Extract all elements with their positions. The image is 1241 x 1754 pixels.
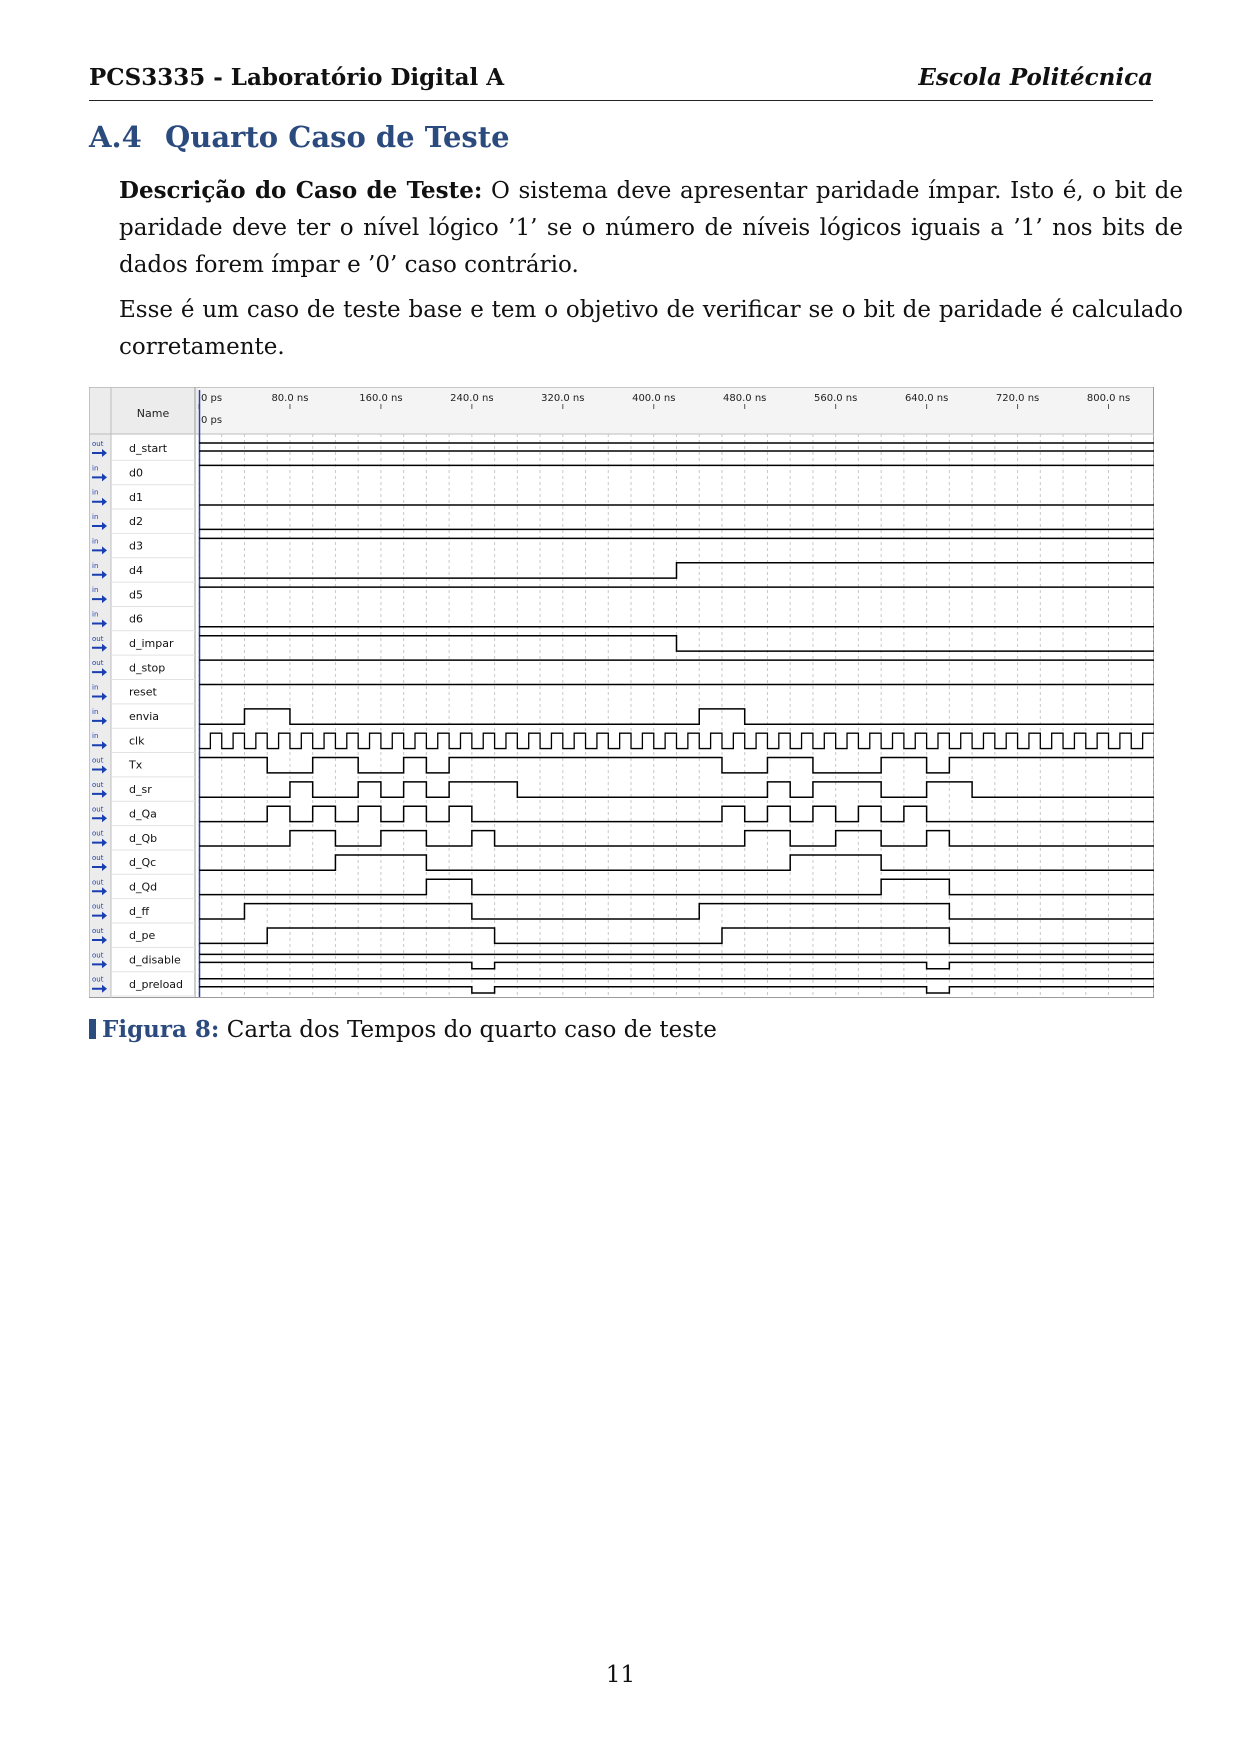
tick-label: 560.0 ns <box>813 393 858 404</box>
tick-label: 320.0 ns <box>541 393 585 404</box>
signal-name: reset <box>129 685 157 699</box>
svg-text:in: in <box>92 586 99 595</box>
svg-text:out: out <box>92 756 104 765</box>
signal-name: d_preload <box>129 977 184 991</box>
svg-text:in: in <box>92 561 99 570</box>
svg-text:in: in <box>92 488 99 497</box>
signal-name: d1 <box>129 490 143 504</box>
caption-marker-icon <box>89 1019 96 1039</box>
caption-text: Carta dos Tempos do quarto caso de teste <box>219 1017 717 1043</box>
chart-frame <box>90 388 1154 998</box>
tick-label: 240.0 ns <box>450 393 494 404</box>
svg-text:out: out <box>92 780 104 789</box>
section-title: Quarto Caso de Teste <box>165 120 510 154</box>
school-name: Escola Politécnica <box>918 64 1153 91</box>
svg-text:out: out <box>92 440 104 448</box>
svg-text:in: in <box>92 537 99 546</box>
signal-name: d_impar <box>129 636 174 650</box>
description-label: Descrição do Caso de Teste: <box>119 177 483 204</box>
signal-name: Tx <box>129 758 143 772</box>
signal-name: d_stop <box>129 661 166 675</box>
tick-label: 720.0 ns <box>995 393 1040 404</box>
timing-diagram <box>89 387 1154 998</box>
section-heading <box>89 120 510 154</box>
objective-text: Esse é um caso de teste base e tem o objetivo de verificar se o bit de paridade é calculado corretamente. <box>119 297 1183 360</box>
svg-text:out: out <box>92 659 104 668</box>
tick-label: 160.0 ns <box>359 393 403 404</box>
tick-label: 0 ps <box>201 393 223 404</box>
svg-text:out: out <box>92 634 104 643</box>
section-number: A.4 <box>89 120 142 154</box>
signal-name: d_Qc <box>129 856 157 870</box>
signal-name: d0 <box>129 466 143 480</box>
signal-name: d_sr <box>129 783 152 797</box>
signal-name: d6 <box>129 612 143 626</box>
svg-text:out: out <box>92 927 104 935</box>
svg-text:in: in <box>92 610 99 619</box>
description-text: O sistema deve apresentar paridade ímpar. Isto é, o bit de paridade deve ter o nível lógico ’1’ se o número de níveis lógicos iguais a ’1’ nos bits de dados forem ímpar e ’0’ caso contrário. <box>119 178 1183 278</box>
tick-label: 80.0 ns <box>271 393 309 404</box>
svg-text:in: in <box>92 683 99 692</box>
svg-text:out: out <box>92 853 104 862</box>
svg-text:out: out <box>92 805 104 814</box>
svg-text:out: out <box>92 829 104 838</box>
name-header: Name <box>136 407 170 420</box>
signal-name: d4 <box>129 563 143 577</box>
signal-name: d3 <box>129 539 143 553</box>
signal-name: d_Qb <box>129 831 158 845</box>
svg-text:in: in <box>92 464 99 473</box>
signal-name: envia <box>129 710 160 724</box>
svg-text:out: out <box>92 902 104 911</box>
page-number: 11 <box>605 1662 636 1688</box>
signal-name: d2 <box>129 515 143 529</box>
cursor-label: 0 ps <box>201 415 223 426</box>
page-header <box>89 64 1153 101</box>
signal-name: d_disable <box>129 953 181 967</box>
figure-caption <box>89 1016 717 1043</box>
caption-label: Figura 8: <box>102 1016 220 1043</box>
svg-text:in: in <box>92 513 99 522</box>
paragraph-objective <box>89 292 1183 366</box>
signal-name: d_Qa <box>129 807 157 821</box>
course-title: PCS3335 - Laboratório Digital A <box>89 64 505 91</box>
svg-text:in: in <box>92 707 99 716</box>
svg-text:out: out <box>92 975 104 984</box>
signal-name: d_ff <box>129 904 150 918</box>
tick-label: 400.0 ns <box>632 393 676 404</box>
signal-name: d_start <box>129 442 168 456</box>
tick-label: 640.0 ns <box>904 393 949 404</box>
timing-figure <box>89 387 1154 998</box>
svg-text:out: out <box>92 951 104 960</box>
paragraph-description <box>89 172 1183 284</box>
signal-name: d_pe <box>129 929 156 943</box>
tick-label: 480.0 ns <box>723 393 767 404</box>
svg-text:out: out <box>92 878 104 887</box>
tick-label: 800.0 ns <box>1086 393 1131 404</box>
signal-name: d_Qd <box>129 880 158 894</box>
signal-name: d5 <box>129 588 143 602</box>
svg-text:in: in <box>92 732 99 741</box>
signal-name: clk <box>129 734 145 748</box>
